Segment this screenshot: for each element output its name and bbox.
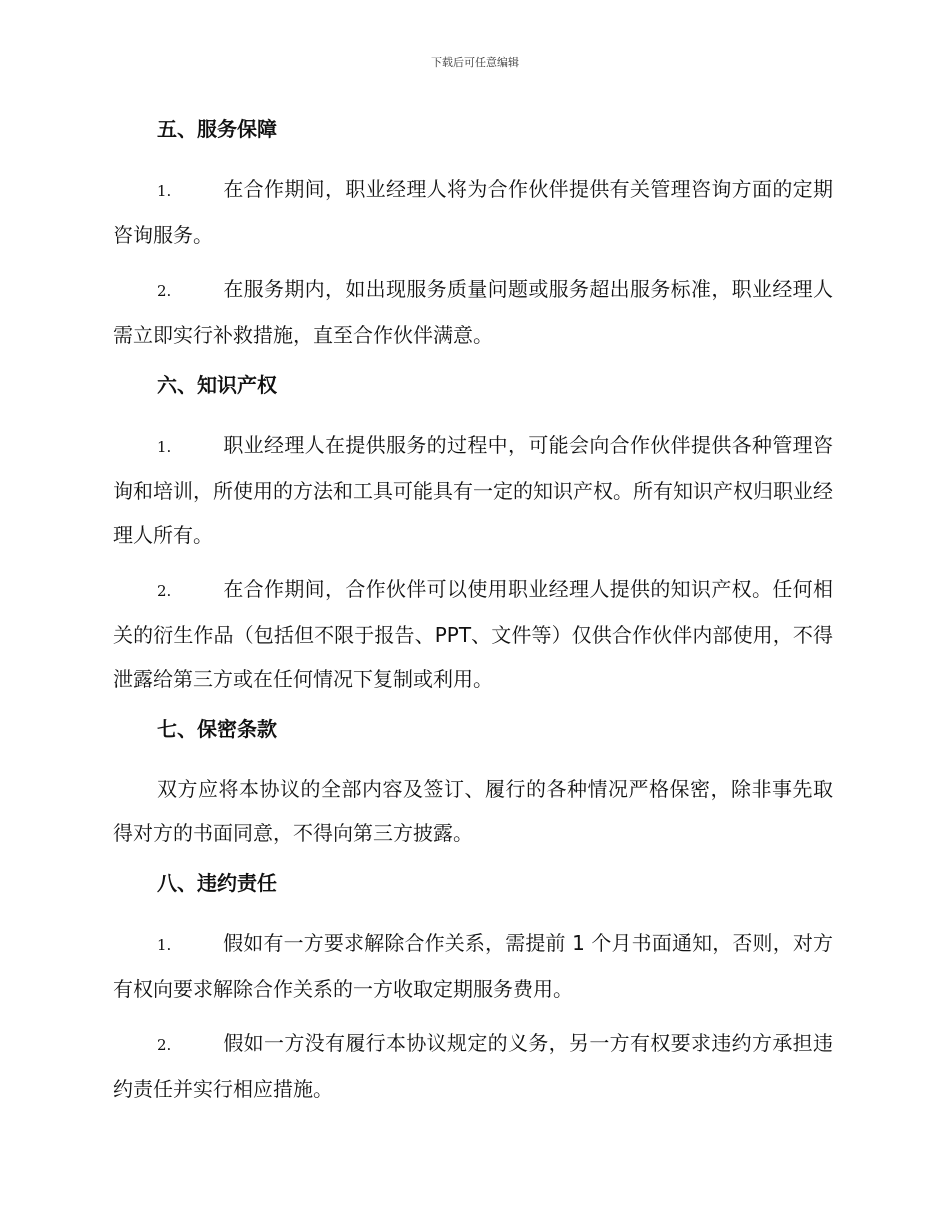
clause-text: 假如有一方要求解除合作关系，需提前 1 个月书面通知，否则，对方有权向要求解除合作关系的一方收取定期服务费用。	[113, 931, 833, 1001]
clause-number: 2.	[157, 1036, 172, 1054]
clause-7: 双方应将本协议的全部内容及签订、履行的各种情况严格保密，除非事先取得对方的书面同意，不得向第三方披露。	[113, 777, 833, 845]
clause-6-2	[113, 567, 833, 701]
clause-6-1	[113, 423, 833, 557]
clause-8-2	[113, 1021, 833, 1111]
clause-5-2	[113, 267, 833, 357]
header-note: 下载后可任意编辑	[431, 56, 519, 69]
clause-8-1	[113, 921, 833, 1011]
section-heading-intellectual-property: 六、知识产权	[157, 373, 277, 397]
section-heading-confidentiality: 七、保密条款	[157, 717, 277, 741]
clause-number: 2.	[157, 582, 172, 600]
clause-number: 2.	[157, 282, 172, 300]
clause-text: 在合作期间，合作伙伴可以使用职业经理人提供的知识产权。任何相关的衍生作品（包括但不限于报告、PPT、文件等）仅供合作伙伴内部使用，不得泄露给第三方或在任何情况下复制或利用。	[113, 577, 833, 691]
section-heading-service-guarantee: 五、服务保障	[157, 117, 277, 141]
clause-text: 在服务期内，如出现服务质量问题或服务超出服务标准，职业经理人需立即实行补救措施，直至合作伙伴满意。	[113, 277, 833, 347]
clause-number: 1.	[157, 182, 172, 200]
clause-number: 1.	[157, 936, 172, 954]
clause-number: 1.	[157, 438, 172, 456]
section-heading-breach-liability: 八、违约责任	[157, 871, 277, 895]
document-body	[113, 111, 833, 1121]
clause-5-1	[113, 167, 833, 257]
clause-text: 假如一方没有履行本协议规定的义务，另一方有权要求违约方承担违约责任并实行相应措施。	[113, 1031, 833, 1101]
clause-text: 职业经理人在提供服务的过程中，可能会向合作伙伴提供各种管理咨询和培训，所使用的方法和工具可能具有一定的知识产权。所有知识产权归职业经理人所有。	[113, 433, 833, 547]
clause-text: 在合作期间，职业经理人将为合作伙伴提供有关管理咨询方面的定期咨询服务。	[113, 177, 833, 247]
